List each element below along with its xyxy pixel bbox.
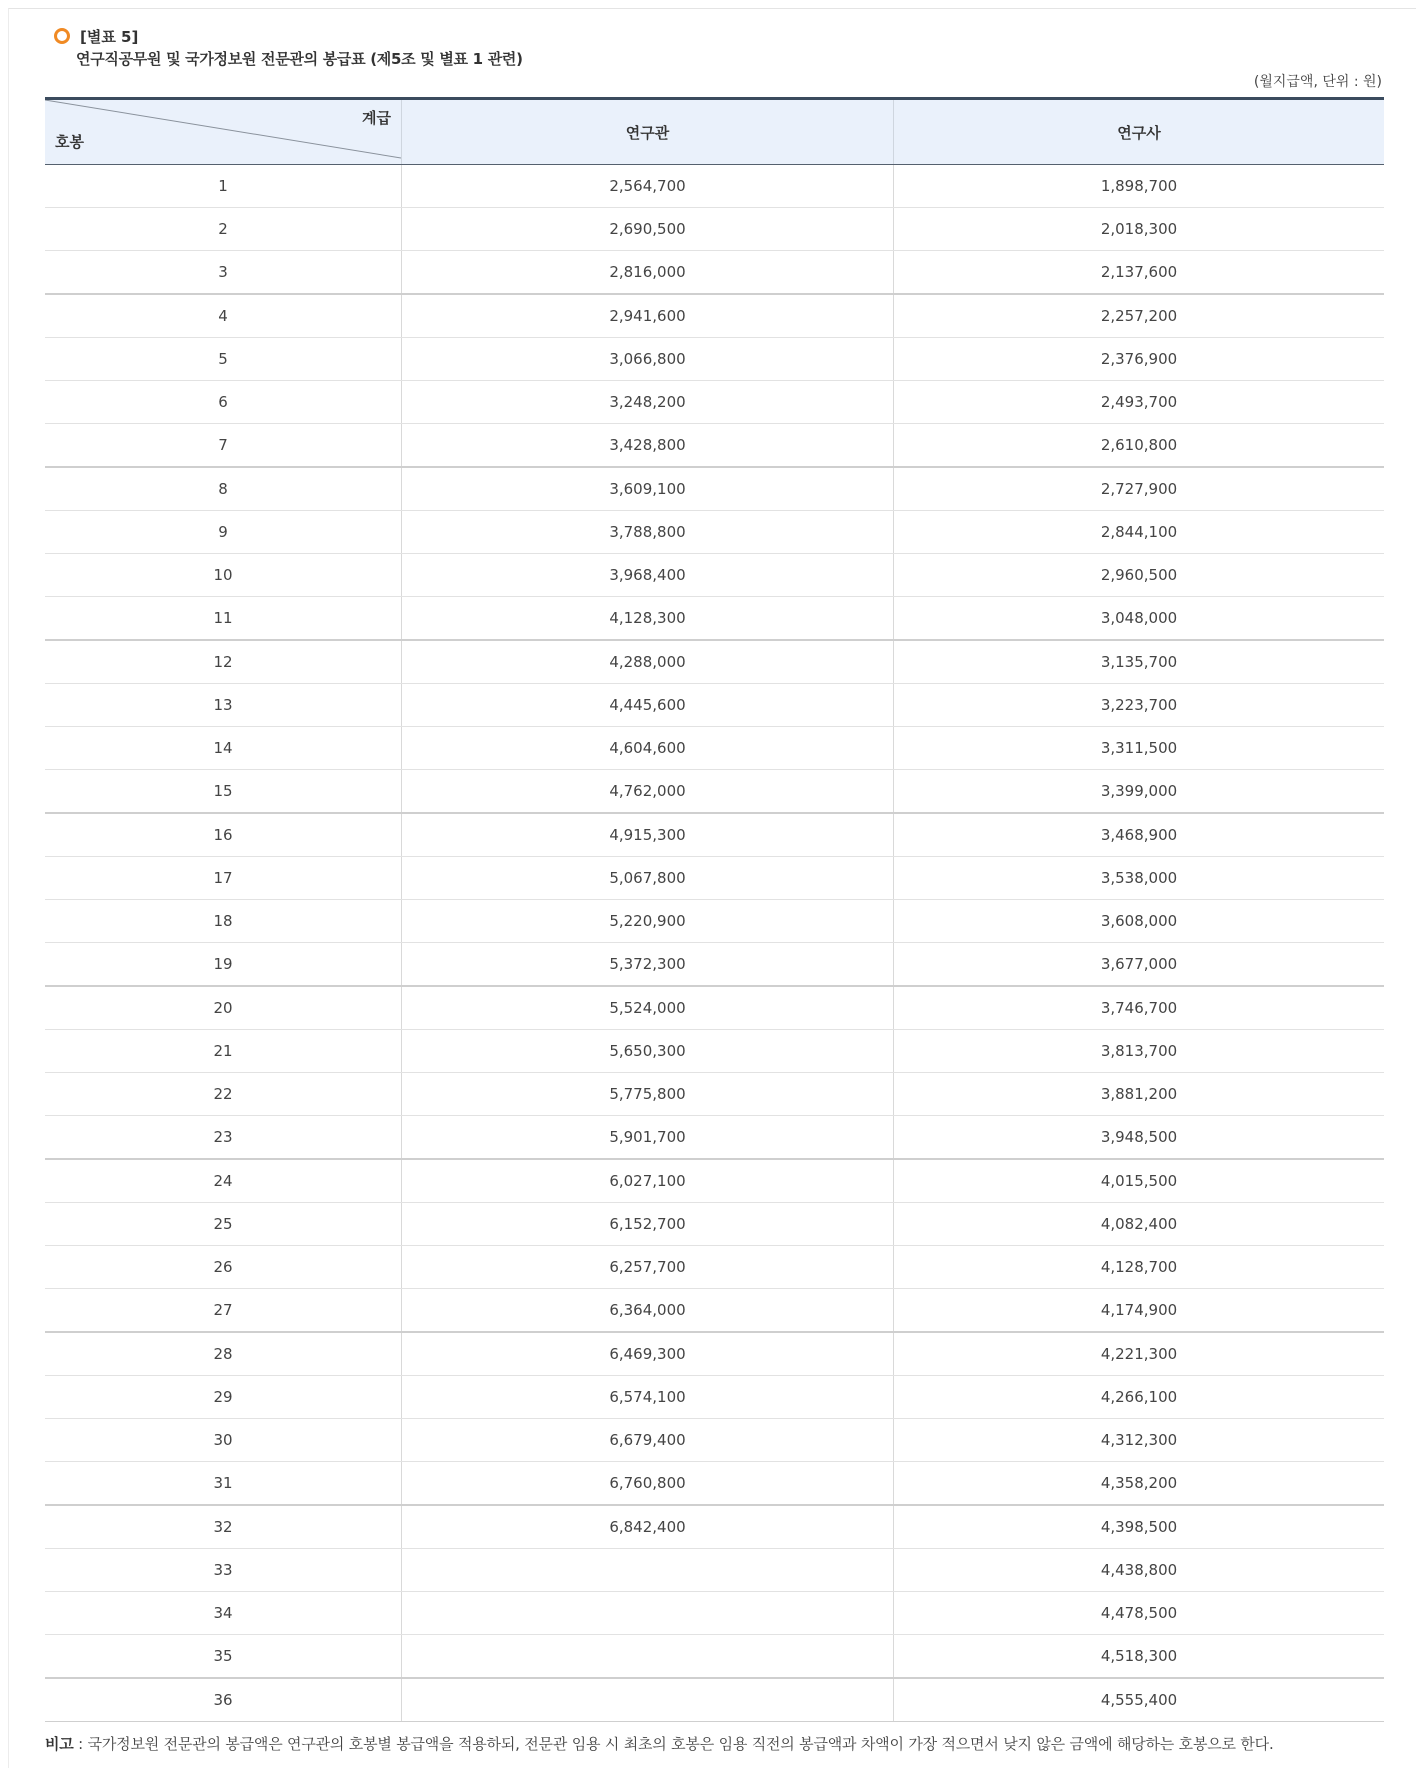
step-cell: 15	[45, 770, 402, 814]
senior-salary-cell: 3,428,800	[402, 424, 894, 468]
researcher-salary-cell: 4,128,700	[894, 1246, 1385, 1289]
step-cell: 35	[45, 1635, 402, 1679]
step-cell: 26	[45, 1246, 402, 1289]
table-row	[45, 1246, 1384, 1289]
diagonal-divider	[45, 100, 401, 164]
researcher-salary-cell: 3,746,700	[894, 986, 1385, 1030]
header-senior-researcher: 연구관	[402, 99, 894, 165]
step-cell: 13	[45, 684, 402, 727]
header-researcher: 연구사	[894, 99, 1385, 165]
table-row	[45, 857, 1384, 900]
unit-note: (월지급액, 단위 : 원)	[1253, 74, 1382, 90]
step-cell: 5	[45, 338, 402, 381]
researcher-salary-cell: 3,135,700	[894, 640, 1385, 684]
table-row	[45, 1332, 1384, 1376]
table-row	[45, 251, 1384, 295]
researcher-salary-cell: 4,518,300	[894, 1635, 1385, 1679]
step-cell: 3	[45, 251, 402, 295]
step-cell: 22	[45, 1073, 402, 1116]
researcher-salary-cell: 2,610,800	[894, 424, 1385, 468]
table-header-row	[45, 99, 1384, 165]
senior-salary-cell: 6,469,300	[402, 1332, 894, 1376]
researcher-salary-cell: 4,221,300	[894, 1332, 1385, 1376]
senior-salary-cell: 6,257,700	[402, 1246, 894, 1289]
researcher-salary-cell: 4,266,100	[894, 1376, 1385, 1419]
researcher-salary-cell: 2,137,600	[894, 251, 1385, 295]
table-row	[45, 294, 1384, 338]
researcher-salary-cell: 2,844,100	[894, 511, 1385, 554]
researcher-salary-cell: 2,376,900	[894, 338, 1385, 381]
step-cell: 16	[45, 813, 402, 857]
table-row	[45, 1678, 1384, 1722]
table-row	[45, 338, 1384, 381]
senior-salary-cell: 4,445,600	[402, 684, 894, 727]
table-row	[45, 1549, 1384, 1592]
table-row	[45, 1505, 1384, 1549]
table-row	[45, 727, 1384, 770]
senior-salary-cell: 2,690,500	[402, 208, 894, 251]
researcher-salary-cell: 3,223,700	[894, 684, 1385, 727]
remark-note	[45, 1733, 1274, 1754]
step-cell: 30	[45, 1419, 402, 1462]
senior-salary-cell: 4,128,300	[402, 597, 894, 641]
table-row	[45, 986, 1384, 1030]
senior-salary-cell: 3,609,100	[402, 467, 894, 511]
researcher-salary-cell: 3,881,200	[894, 1073, 1385, 1116]
senior-salary-cell	[402, 1549, 894, 1592]
researcher-salary-cell: 4,555,400	[894, 1678, 1385, 1722]
researcher-salary-cell: 4,398,500	[894, 1505, 1385, 1549]
table-row	[45, 943, 1384, 987]
researcher-salary-cell: 4,082,400	[894, 1203, 1385, 1246]
senior-salary-cell: 3,248,200	[402, 381, 894, 424]
senior-salary-cell: 5,524,000	[402, 986, 894, 1030]
step-cell: 36	[45, 1678, 402, 1722]
step-cell: 7	[45, 424, 402, 468]
senior-salary-cell: 6,152,700	[402, 1203, 894, 1246]
table-row	[45, 1289, 1384, 1333]
researcher-salary-cell: 3,311,500	[894, 727, 1385, 770]
step-cell: 29	[45, 1376, 402, 1419]
table-row	[45, 381, 1384, 424]
researcher-salary-cell: 3,538,000	[894, 857, 1385, 900]
table-row	[45, 900, 1384, 943]
senior-salary-cell: 3,968,400	[402, 554, 894, 597]
table-row	[45, 640, 1384, 684]
senior-salary-cell	[402, 1592, 894, 1635]
remark-label: 비고	[45, 1735, 74, 1753]
table-row	[45, 684, 1384, 727]
researcher-salary-cell: 3,677,000	[894, 943, 1385, 987]
step-cell: 6	[45, 381, 402, 424]
annex-code: [별표 5]	[80, 27, 139, 46]
senior-salary-cell: 6,364,000	[402, 1289, 894, 1333]
table-row	[45, 1030, 1384, 1073]
table-row	[45, 1073, 1384, 1116]
senior-salary-cell: 4,915,300	[402, 813, 894, 857]
table-heading	[54, 24, 523, 69]
table-row	[45, 813, 1384, 857]
researcher-salary-cell: 2,960,500	[894, 554, 1385, 597]
table-row	[45, 1376, 1384, 1419]
senior-salary-cell: 6,760,800	[402, 1462, 894, 1506]
table-row	[45, 597, 1384, 641]
researcher-salary-cell: 3,608,000	[894, 900, 1385, 943]
step-cell: 25	[45, 1203, 402, 1246]
senior-salary-cell: 5,775,800	[402, 1073, 894, 1116]
senior-salary-cell: 6,027,100	[402, 1159, 894, 1203]
senior-salary-cell	[402, 1635, 894, 1679]
step-cell: 23	[45, 1116, 402, 1160]
researcher-salary-cell: 2,493,700	[894, 381, 1385, 424]
researcher-salary-cell: 4,174,900	[894, 1289, 1385, 1333]
step-cell: 4	[45, 294, 402, 338]
senior-salary-cell: 4,604,600	[402, 727, 894, 770]
table-row	[45, 208, 1384, 251]
senior-salary-cell: 5,372,300	[402, 943, 894, 987]
step-cell: 24	[45, 1159, 402, 1203]
header-grade-label: 계급	[362, 109, 391, 127]
senior-salary-cell: 6,679,400	[402, 1419, 894, 1462]
researcher-salary-cell: 4,438,800	[894, 1549, 1385, 1592]
table-row	[45, 1159, 1384, 1203]
step-cell: 28	[45, 1332, 402, 1376]
researcher-salary-cell: 4,358,200	[894, 1462, 1385, 1506]
step-cell: 11	[45, 597, 402, 641]
researcher-salary-cell: 3,399,000	[894, 770, 1385, 814]
step-cell: 19	[45, 943, 402, 987]
step-cell: 27	[45, 1289, 402, 1333]
researcher-salary-cell: 4,312,300	[894, 1419, 1385, 1462]
senior-salary-cell: 3,788,800	[402, 511, 894, 554]
step-cell: 2	[45, 208, 402, 251]
senior-salary-cell: 4,288,000	[402, 640, 894, 684]
step-cell: 20	[45, 986, 402, 1030]
circle-bullet-icon	[54, 28, 70, 44]
step-cell: 17	[45, 857, 402, 900]
table-row	[45, 1116, 1384, 1160]
table-row	[45, 1203, 1384, 1246]
step-cell: 32	[45, 1505, 402, 1549]
table-row	[45, 511, 1384, 554]
table-row	[45, 1635, 1384, 1679]
salary-table	[45, 97, 1384, 1722]
senior-salary-cell: 6,842,400	[402, 1505, 894, 1549]
senior-salary-cell: 4,762,000	[402, 770, 894, 814]
header-corner-cell	[45, 99, 402, 165]
senior-salary-cell: 5,901,700	[402, 1116, 894, 1160]
step-cell: 34	[45, 1592, 402, 1635]
senior-salary-cell: 6,574,100	[402, 1376, 894, 1419]
senior-salary-cell: 2,816,000	[402, 251, 894, 295]
researcher-salary-cell: 2,727,900	[894, 467, 1385, 511]
researcher-salary-cell: 1,898,700	[894, 165, 1385, 208]
researcher-salary-cell: 4,015,500	[894, 1159, 1385, 1203]
researcher-salary-cell: 3,048,000	[894, 597, 1385, 641]
senior-salary-cell: 5,650,300	[402, 1030, 894, 1073]
step-cell: 1	[45, 165, 402, 208]
senior-salary-cell: 2,941,600	[402, 294, 894, 338]
senior-salary-cell: 5,220,900	[402, 900, 894, 943]
step-cell: 18	[45, 900, 402, 943]
senior-salary-cell	[402, 1678, 894, 1722]
table-row	[45, 554, 1384, 597]
table-row	[45, 1592, 1384, 1635]
senior-salary-cell: 5,067,800	[402, 857, 894, 900]
header-step-label: 호봉	[55, 133, 84, 151]
step-cell: 33	[45, 1549, 402, 1592]
step-cell: 14	[45, 727, 402, 770]
researcher-salary-cell: 3,948,500	[894, 1116, 1385, 1160]
step-cell: 8	[45, 467, 402, 511]
researcher-salary-cell: 2,018,300	[894, 208, 1385, 251]
table-row	[45, 424, 1384, 468]
researcher-salary-cell: 3,468,900	[894, 813, 1385, 857]
table-body	[45, 165, 1384, 1722]
table-title: 연구직공무원 및 국가정보원 전문관의 봉급표 (제5조 및 별표 1 관련)	[76, 50, 523, 68]
researcher-salary-cell: 3,813,700	[894, 1030, 1385, 1073]
researcher-salary-cell: 4,478,500	[894, 1592, 1385, 1635]
senior-salary-cell: 3,066,800	[402, 338, 894, 381]
researcher-salary-cell: 2,257,200	[894, 294, 1385, 338]
table-row	[45, 1419, 1384, 1462]
table-row	[45, 165, 1384, 208]
step-cell: 31	[45, 1462, 402, 1506]
table-row	[45, 770, 1384, 814]
senior-salary-cell: 2,564,700	[402, 165, 894, 208]
table-row	[45, 467, 1384, 511]
step-cell: 12	[45, 640, 402, 684]
table-row	[45, 1462, 1384, 1506]
remark-text: : 국가정보원 전문관의 봉급액은 연구관의 호봉별 봉급액을 적용하되, 전문관 임용 시 최초의 호봉은 임용 직전의 봉급액과 차액이 가장 적으면서 낮지 않은 금액에 해당하는 호봉으로 한다.	[73, 1735, 1274, 1753]
step-cell: 10	[45, 554, 402, 597]
step-cell: 21	[45, 1030, 402, 1073]
step-cell: 9	[45, 511, 402, 554]
